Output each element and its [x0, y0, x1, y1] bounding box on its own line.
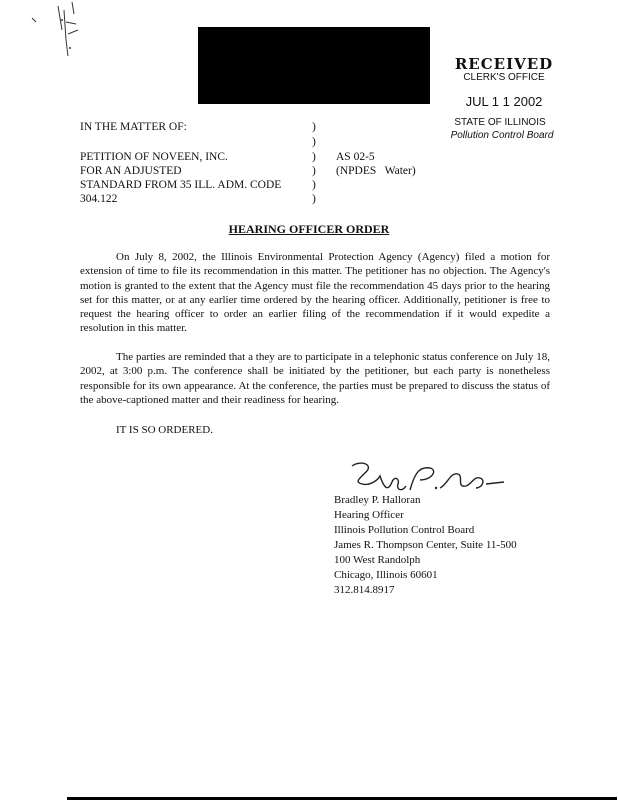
- case-number: AS 02-5: [336, 151, 375, 163]
- handwritten-signature: [340, 458, 515, 498]
- caption-line: PETITION OF NOVEEN, INC.: [80, 151, 228, 163]
- case-type: (NPDES Water): [336, 165, 416, 177]
- signer-city: Chicago, Illinois 60601: [334, 569, 438, 581]
- stamp-state: STATE OF ILLINOIS: [454, 117, 546, 128]
- caption-line: FOR AN ADJUSTED: [80, 165, 182, 177]
- stamp-board: Pollution Control Board: [450, 130, 554, 141]
- caption-line: STANDARD FROM 35 ILL. ADM. CODE: [80, 179, 282, 191]
- closing-statement: IT IS SO ORDERED.: [116, 424, 213, 436]
- caption-paren: ): [312, 193, 316, 205]
- caption-paren: ): [312, 136, 316, 148]
- signature-block: [334, 493, 517, 598]
- signer-phone: 312.814.8917: [334, 584, 395, 596]
- signer-org: Illinois Pollution Control Board: [334, 524, 475, 536]
- caption-line: 304.122: [80, 193, 118, 205]
- order-paragraph: On July 8, 2002, the Illinois Environmental Protection Agency (Agency) filed a motion for extension of time to file its recommendation in this matter. The petitioner has no objection. The Agency's motion is granted to the extent that the Agency must file the recommendation 45 days prior to the hearing set for this matter, or at any earlier time ordered by the hearing officer. Additionally, petitioner is free to request the hearing officer to order an earlier filing of the recommendation if it would expedite a resolution in this matter.: [80, 251, 550, 335]
- scan-artifact: [28, 0, 88, 60]
- caption-paren: ): [312, 121, 316, 133]
- redaction-block: [198, 27, 430, 104]
- stamp-date: JUL 1 1 2002: [465, 94, 543, 109]
- caption-paren: ): [312, 179, 316, 191]
- caption-paren: ): [312, 165, 316, 177]
- stamp-clerk-office: CLERK'S OFFICE: [463, 72, 545, 83]
- order-paragraph: The parties are reminded that a they are to participate in a telephonic status conference on July 18, 2002, at 3:00 p.m. The conference shall be initiated by the petitioner, but each party is nonetheless responsible for its own appearance. At the conference, the parties must be prepared to discuss the status of the above-captioned matter and their readiness for hearing.: [80, 351, 550, 406]
- caption-matter: IN THE MATTER OF:: [80, 121, 187, 133]
- signer-address: 100 West Randolph: [334, 554, 421, 566]
- signer-title: Hearing Officer: [334, 509, 404, 521]
- signer-address: James R. Thompson Center, Suite 11-500: [334, 539, 517, 551]
- order-title: HEARING OFFICER ORDER: [228, 222, 390, 236]
- caption-paren: ): [312, 151, 316, 163]
- stamp-received: RECEIVED: [454, 55, 554, 73]
- signer-name: Bradley P. Halloran: [334, 494, 421, 506]
